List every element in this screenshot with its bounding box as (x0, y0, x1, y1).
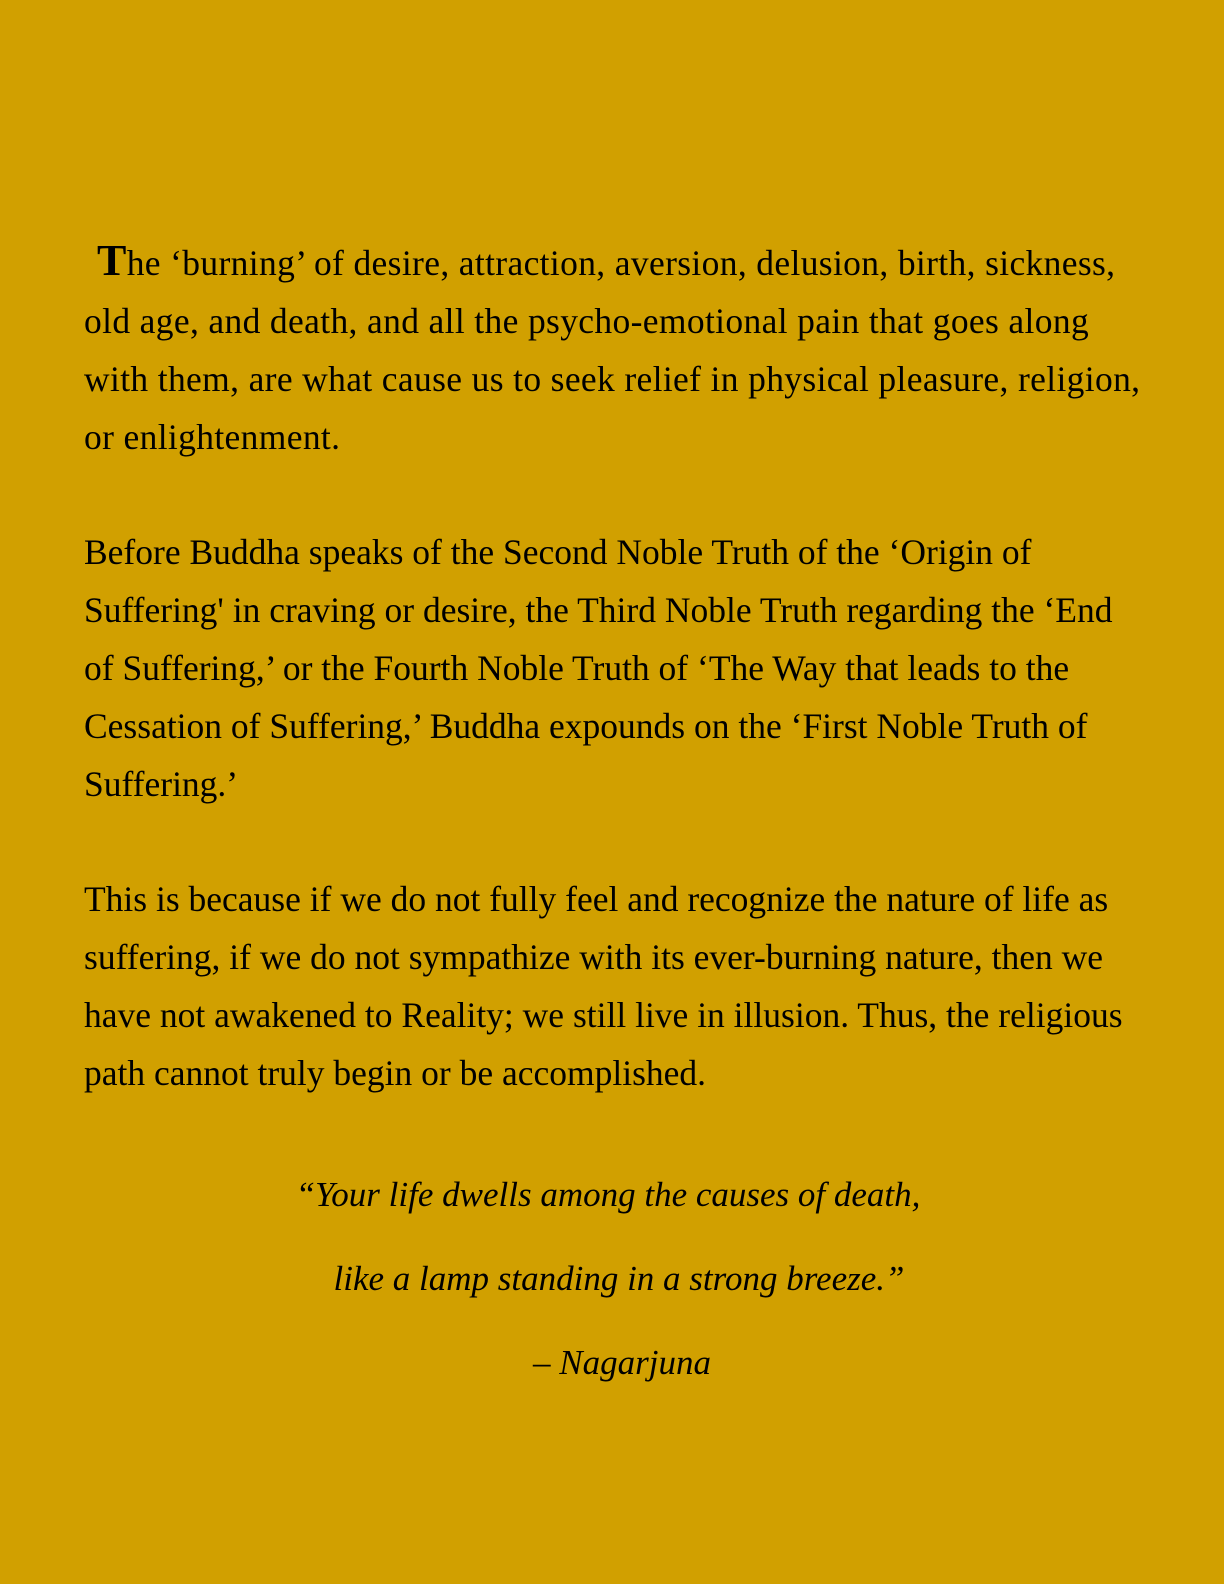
paragraph-suffering: This is because if we do not fully feel and recognize the nature of life as suffering, if we do not sympathize with its ever-burning nature, then we have not awakened to Reality; we still live in illusion. Thus, the religious path cannot truly begin or be accomplished. (84, 879, 1123, 1093)
quote-line: “Your life dwells among the causes of death, (295, 1175, 921, 1214)
document-body (84, 232, 1144, 1102)
paragraph-burning (84, 232, 1144, 466)
quote-line: like a lamp standing in a strong breeze.” (333, 1259, 905, 1298)
paragraph-noble-truths: Before Buddha speaks of the Second Noble Truth of the ‘Origin of Suffering' in craving or desire, the Third Noble Truth regarding the ‘End of Suffering,’ or the Fourth Noble Truth of ‘The Way that leads to the Cessation of Suffering,’ Buddha expounds on the ‘First Noble Truth of Suffering.’ (84, 532, 1113, 804)
drop-cap: T (97, 236, 127, 285)
paragraph-text: he ‘burning’ of desire, attraction, aversion, delusion, birth, sickness, old age, and death, and all the psycho-emotional pain that goes along with them, are what cause us to seek relief in physical pleasure, religion, or enlightenment. (84, 243, 1141, 457)
quote-block (0, 1170, 1224, 1388)
quote-attribution: – Nagarjuna (533, 1343, 711, 1382)
